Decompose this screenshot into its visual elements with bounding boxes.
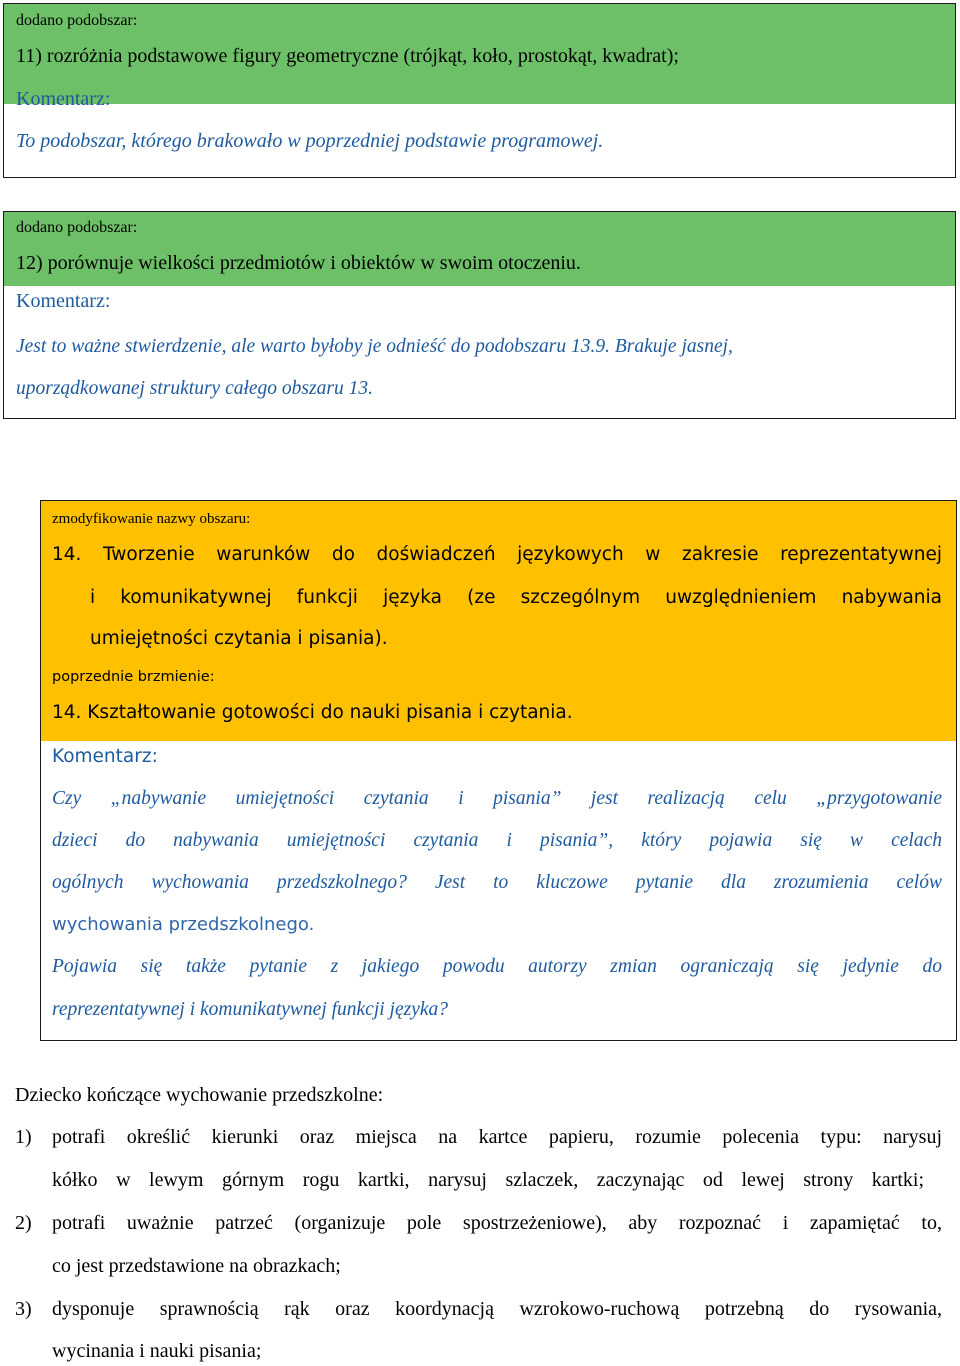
list-item-line2: wycinania i nauki pisania; [52,1340,262,1362]
new-name-line1: 14. Tworzenie warunków do doświadczeń językowych w zakresie reprezentatywnej [52,544,942,565]
comment-text: To podobszar, którego brakowało w poprzedniej podstawie programowej. [16,130,604,152]
added-label: dodano podobszar: [16,12,138,29]
added-label: dodano podobszar: [16,219,138,236]
comment-line6: reprezentatywnej i komunikatywnej funkcji języka? [52,999,449,1020]
modified-area-14-box [40,500,957,1041]
section-heading: Dziecko kończące wychowanie przedszkolne: [15,1084,384,1106]
list-item-number: 2) [15,1212,32,1234]
list-item-number: 1) [15,1126,32,1148]
list-item-line1: potrafi uważnie patrzeć (organizuje pole spostrzeżeniowe), aby rozpoznać i zapamiętać to, [52,1212,942,1234]
comment-text-line1: Jest to ważne stwierdzenie, ale warto byłoby je odnieść do podobszaru 13.9. Brakuje jasnej, [16,336,733,357]
comment-label: Komentarz: [16,88,111,110]
comment-line3: ogólnych wychowania przedszkolnego? Jest to kluczowe pytanie dla zrozumienia celów [52,872,942,893]
comment-line5: Pojawia się także pytanie z jakiego powodu autorzy zmian ograniczają się jedynie do [52,956,942,977]
comment-line1: Czy „nabywanie umiejętności czytania i pisania” jest realizacją celu „przygotowanie [52,788,942,809]
list-item-line2: co jest przedstawione na obrazkach; [52,1255,341,1277]
comment-line4: wychowania przedszkolnego. [52,914,315,935]
list-item-line1: dysponuje sprawnością rąk oraz koordynacją wzrokowo-ruchową potrzebną do rysowania, [52,1298,942,1320]
previous-name: 14. Kształtowanie gotowości do nauki pisania i czytania. [52,702,573,723]
added-subarea-11-box [3,3,956,178]
list-item-line1: potrafi określić kierunki oraz miejsca na kartce papieru, rozumie polecenia typu: narysuj [52,1126,942,1148]
comment-text-line2: uporządkowanej struktury całego obszaru 13. [16,378,373,399]
comment-line2: dzieci do nabywania umiejętności czytania i pisania”, który pojawia się w celach [52,830,942,851]
comment-label: Komentarz: [52,746,158,767]
subarea-text: 12) porównuje wielkości przedmiotów i obiektów w swoim otoczeniu. [16,252,581,274]
list-item-line2: kółko w lewym górnym rogu kartki, narysuj szlaczek, zaczynając od lewej strony kartki; [52,1169,924,1191]
modified-label: zmodyfikowanie nazwy obszaru: [52,511,251,527]
previous-label: poprzednie brzmienie: [52,669,215,685]
added-subarea-12-box [3,211,956,419]
list-item-number: 3) [15,1298,32,1320]
subarea-text: 11) rozróżnia podstawowe figury geometryczne (trójkąt, koło, prostokąt, kwadrat); [16,45,679,67]
new-name-line3: umiejętności czytania i pisania). [90,628,388,649]
new-name-line2: i komunikatywnej funkcji języka (ze szczególnym uwzględnieniem nabywania [90,587,942,608]
comment-label: Komentarz: [16,290,111,312]
